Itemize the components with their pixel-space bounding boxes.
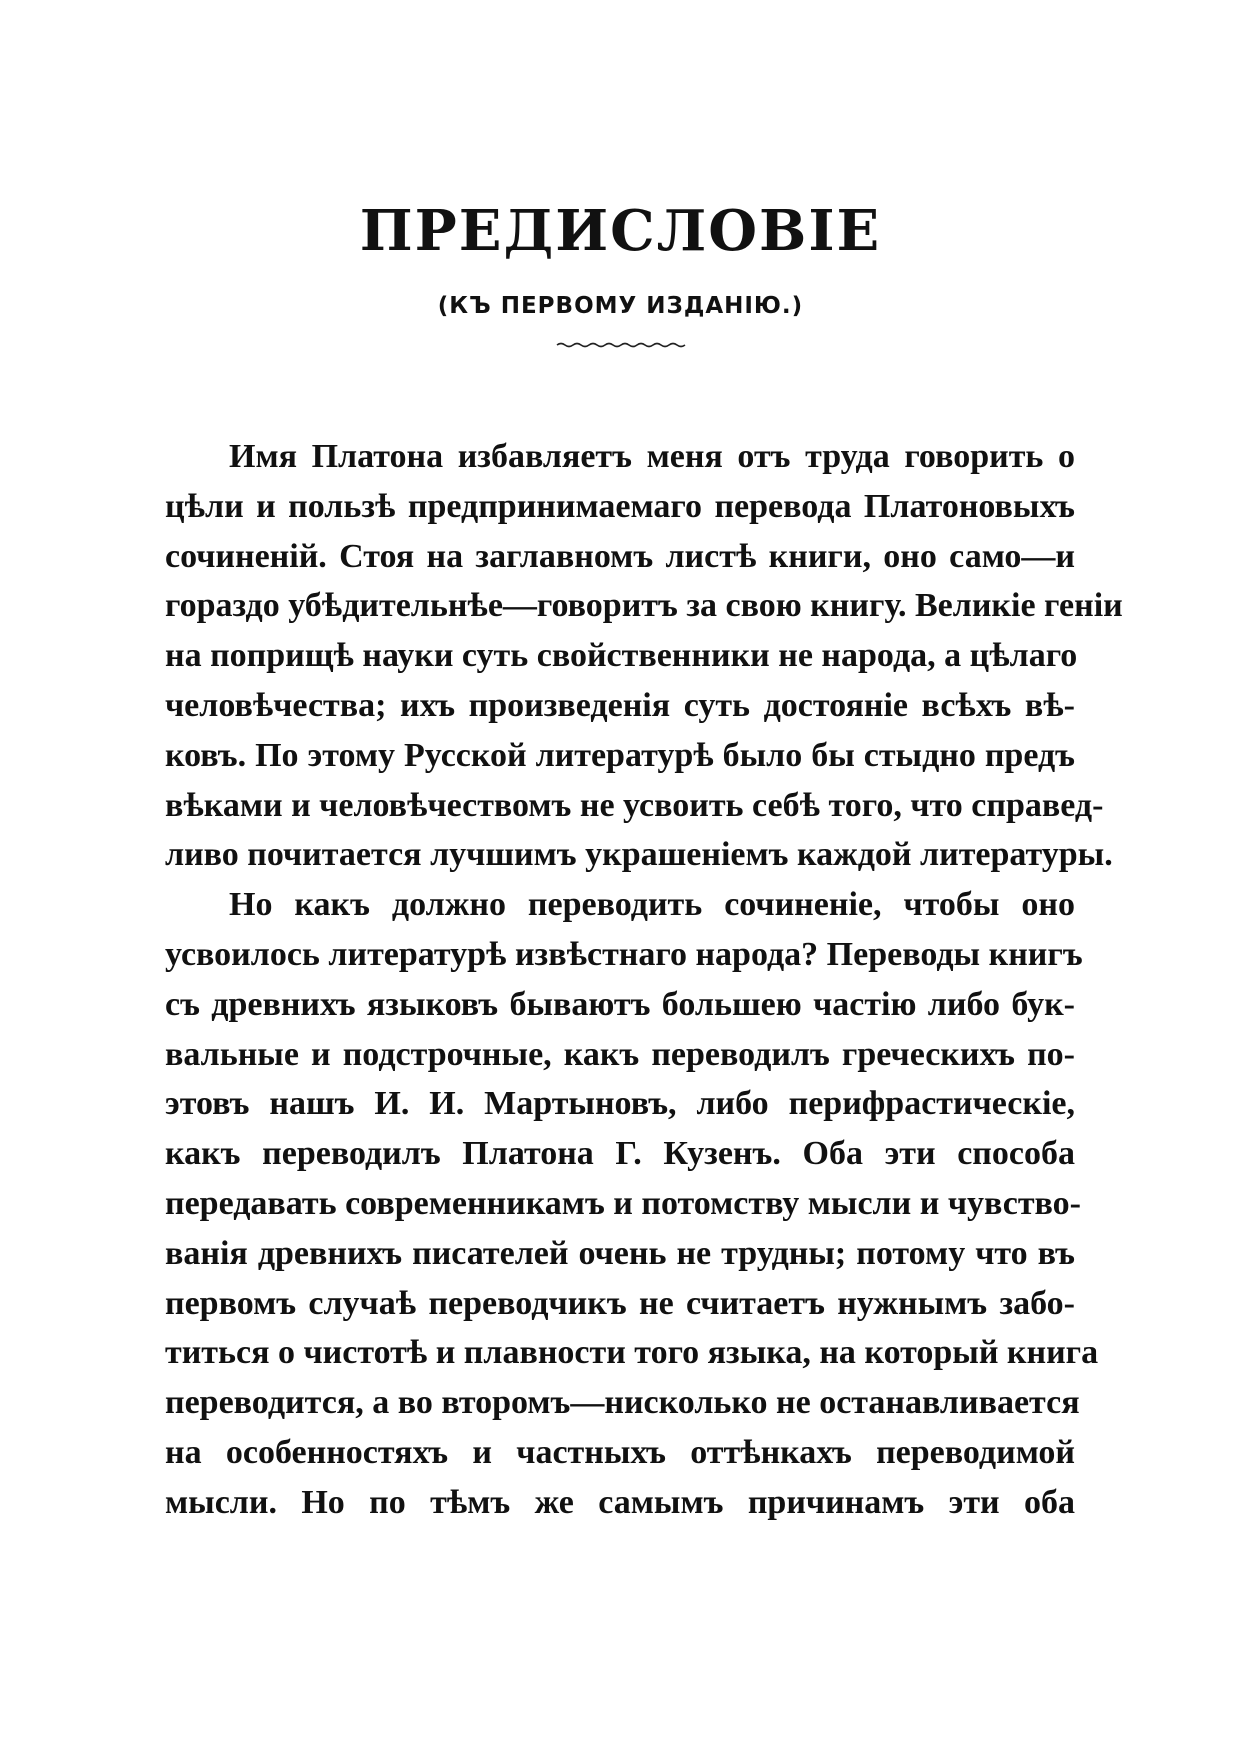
text-line: гораздо убѣдительнѣе—говоритъ за свою книгу. Великіе геніи (165, 587, 1123, 625)
text-line: ковъ. По этому Русской литературѣ было бы стыдно предъ (165, 736, 1075, 774)
text-line: на особенностяхъ и частныхъ оттѣнкахъ переводимой (165, 1433, 1075, 1471)
text-line: съ древнихъ языковъ бываютъ большею частію либо бук- (165, 985, 1075, 1023)
text-line: мысли. Но по тѣмъ же самымъ причинамъ эти оба (165, 1483, 1075, 1521)
text-line: ливо почитается лучшимъ украшеніемъ каждой литературы. (165, 836, 1113, 874)
text-line: Имя Платона избавляетъ меня отъ труда говорить о (229, 438, 1075, 475)
text-line: сочиненій. Стоя на заглавномъ листѣ книги, оно само—и (165, 537, 1075, 575)
page-title: ПРЕДИСЛОВІЕ (359, 198, 882, 264)
text-line: на поприщѣ науки суть свойственники не народа, а цѣлаго (165, 637, 1078, 675)
ornament-divider (555, 340, 690, 350)
text-line: человѣчества; ихъ произведенія суть достояніе всѣхъ вѣ- (165, 686, 1075, 724)
text-line: Но какъ должно переводить сочиненіе, чтобы оно (229, 886, 1075, 924)
text-line: цѣли и пользѣ предпринимаемаго перевода Платоновыхъ (165, 487, 1075, 525)
body-text (165, 432, 1123, 1528)
text-line: этовъ нашъ И. И. Мартыновъ, либо перифрастическіе, (165, 1085, 1075, 1123)
paragraph (165, 880, 1099, 1527)
text-line: какъ переводилъ Платона Г. Кузенъ. Оба эти способа (165, 1135, 1075, 1173)
text-line: переводится, а во второмъ—нисколько не останавливается (165, 1384, 1080, 1422)
page-subtitle: (КЪ ПЕРВОМУ ИЗДАНІЮ.) (437, 293, 804, 319)
text-line: титься о чистотѣ и плавности того языка, на который книга (165, 1334, 1099, 1372)
text-line: ванія древнихъ писателей очень не трудны; потому что въ (165, 1234, 1075, 1272)
text-line: первомъ случаѣ переводчикъ не считаетъ нужнымъ забо- (165, 1284, 1075, 1322)
text-line: вѣками и человѣчествомъ не усвоить себѣ того, что справед- (165, 786, 1104, 824)
text-line: усвоилось литературѣ извѣстнаго народа? Переводы книгъ (165, 935, 1083, 973)
text-line: передавать современникамъ и потомству мысли и чувство- (165, 1184, 1082, 1222)
paragraph (165, 432, 1123, 880)
text-line: вальные и подстрочные, какъ переводилъ греческихъ по- (165, 1035, 1075, 1073)
